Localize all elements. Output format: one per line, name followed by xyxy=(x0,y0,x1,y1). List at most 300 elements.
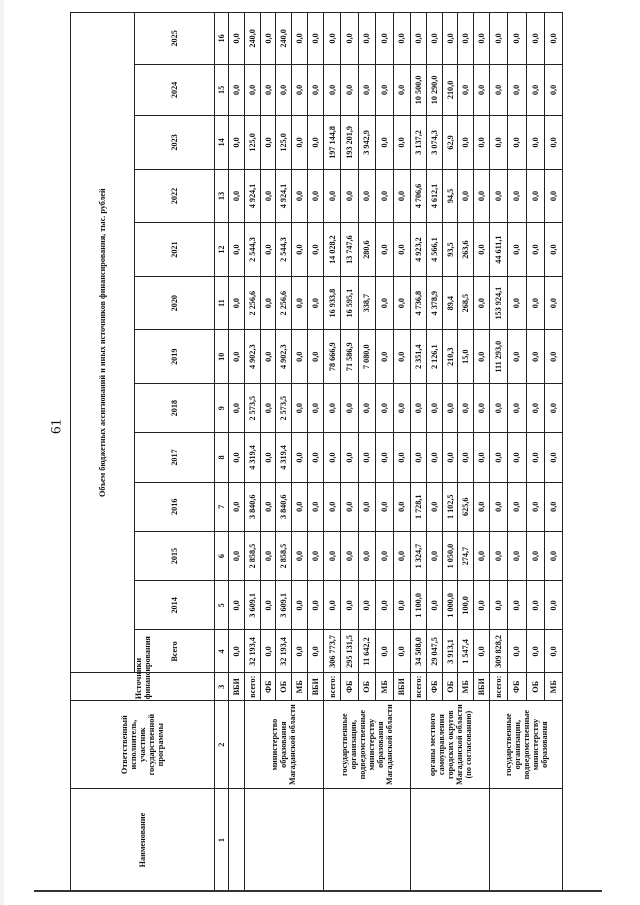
row-source: МБ xyxy=(292,673,308,701)
cell-year-value: 0,0 xyxy=(526,64,544,115)
cell-year-value: 0,0 xyxy=(490,482,508,531)
index-cell: 2 xyxy=(215,701,229,789)
header-year: 2019 xyxy=(135,330,215,384)
cell-year-value: 2 858,5 xyxy=(244,531,260,580)
cell-year-value: 3 609,1 xyxy=(276,581,292,630)
cell-total: 0,0 xyxy=(376,630,393,673)
row-name xyxy=(411,789,490,892)
budget-table xyxy=(70,12,563,892)
cell-year-value: 0,0 xyxy=(442,384,458,433)
cell-year-value: 0,0 xyxy=(490,581,508,630)
cell-year-value: 153 924,1 xyxy=(490,276,508,330)
page-number: 61 xyxy=(48,419,65,434)
cell-year-value: 78 666,9 xyxy=(323,330,340,384)
cell-year-value: 0,0 xyxy=(229,116,245,170)
cell-year-value: 0,0 xyxy=(393,433,410,482)
cell-year-value: 0,0 xyxy=(260,116,276,170)
row-source: всего: xyxy=(323,673,340,701)
index-cell: 4 xyxy=(215,630,229,673)
index-cell: 9 xyxy=(215,384,229,433)
row-source: всего: xyxy=(490,673,508,701)
row-source: МБ xyxy=(544,673,562,701)
index-cell: 8 xyxy=(215,433,229,482)
cell-year-value: 240,0 xyxy=(244,13,260,65)
cell-total: 0,0 xyxy=(508,630,526,673)
cell-year-value: 4 566,1 xyxy=(426,223,442,277)
cell-year-value: 0,0 xyxy=(508,169,526,223)
cell-year-value: 0,0 xyxy=(229,330,245,384)
row-source: ФБ xyxy=(426,673,442,701)
cell-year-value: 0,0 xyxy=(474,169,490,223)
cell-year-value: 71 586,9 xyxy=(341,330,358,384)
cell-year-value: 0,0 xyxy=(308,116,324,170)
row-source: ФБ xyxy=(508,673,526,701)
cell-year-value: 0,0 xyxy=(376,482,393,531)
header-source: Источники финансирования xyxy=(71,673,215,701)
row-executor: органы местного самоуправления городских округов Магаданской области (по согласованию) xyxy=(411,701,490,789)
cell-total: 11 642,2 xyxy=(358,630,375,673)
cell-year-value: 0,0 xyxy=(341,581,358,630)
cell-year-value: 2 256,6 xyxy=(276,276,292,330)
cell-year-value: 0,0 xyxy=(292,116,308,170)
cell-year-value: 0,0 xyxy=(358,13,375,65)
cell-year-value: 338,7 xyxy=(358,276,375,330)
cell-year-value: 3 840,6 xyxy=(276,482,292,531)
cell-year-value: 0,0 xyxy=(393,581,410,630)
cell-year-value: 0,0 xyxy=(376,433,393,482)
cell-year-value: 0,0 xyxy=(393,384,410,433)
index-cell: 16 xyxy=(215,13,229,65)
cell-year-value: 0,0 xyxy=(376,64,393,115)
cell-year-value: 4 736,8 xyxy=(411,276,427,330)
row-source: МБ xyxy=(376,673,393,701)
cell-year-value: 0,0 xyxy=(358,64,375,115)
cell-year-value: 100,0 xyxy=(458,581,474,630)
cell-year-value: 0,0 xyxy=(229,482,245,531)
cell-year-value: 0,0 xyxy=(474,116,490,170)
cell-year-value: 10 500,0 xyxy=(411,64,427,115)
header-year: 2017 xyxy=(135,433,215,482)
cell-year-value: 0,0 xyxy=(474,531,490,580)
cell-year-value: 0,0 xyxy=(323,531,340,580)
cell-year-value: 2 351,4 xyxy=(411,330,427,384)
cell-year-value: 0,0 xyxy=(292,276,308,330)
cell-year-value: 0,0 xyxy=(474,13,490,65)
table-body xyxy=(215,13,563,892)
cell-year-value: 0,0 xyxy=(474,581,490,630)
cell-year-value: 13 747,6 xyxy=(341,223,358,277)
cell-year-value: 0,0 xyxy=(376,330,393,384)
cell-year-value: 0,0 xyxy=(376,223,393,277)
cell-total: 0,0 xyxy=(474,630,490,673)
cell-year-value: 0,0 xyxy=(323,169,340,223)
cell-year-value: 0,0 xyxy=(260,581,276,630)
cell-year-value: 0,0 xyxy=(458,433,474,482)
cell-year-value: 0,0 xyxy=(292,330,308,384)
index-cell: 11 xyxy=(215,276,229,330)
row-source: ОБ xyxy=(358,673,375,701)
cell-year-value: 0,0 xyxy=(323,433,340,482)
index-cell: 13 xyxy=(215,169,229,223)
cell-year-value: 0,0 xyxy=(260,482,276,531)
cell-year-value: 0,0 xyxy=(458,169,474,223)
index-cell: 10 xyxy=(215,330,229,384)
cell-year-value: 0,0 xyxy=(474,64,490,115)
header-budget-title: Объем бюджетных ассигнований и иных источников финансирования, тыс. рублей xyxy=(71,13,135,673)
index-cell: 15 xyxy=(215,64,229,115)
cell-year-value: 193 201,9 xyxy=(341,116,358,170)
cell-year-value: 4 924,1 xyxy=(244,169,260,223)
cell-year-value: 0,0 xyxy=(393,330,410,384)
cell-year-value: 0,0 xyxy=(544,169,562,223)
table-row xyxy=(244,13,260,892)
cell-year-value: 0,0 xyxy=(376,169,393,223)
cell-year-value: 0,0 xyxy=(508,531,526,580)
cell-year-value: 0,0 xyxy=(490,116,508,170)
cell-year-value: 0,0 xyxy=(426,384,442,433)
cell-year-value: 0,0 xyxy=(260,330,276,384)
cell-year-value: 0,0 xyxy=(526,384,544,433)
cell-year-value: 3 942,9 xyxy=(358,116,375,170)
cell-year-value: 0,0 xyxy=(474,384,490,433)
header-total: Всего xyxy=(135,630,215,673)
cell-year-value: 0,0 xyxy=(376,581,393,630)
cell-year-value: 7 080,0 xyxy=(358,330,375,384)
cell-year-value: 4 923,2 xyxy=(411,223,427,277)
header-year: 2021 xyxy=(135,223,215,277)
cell-year-value: 0,0 xyxy=(229,581,245,630)
cell-year-value: 0,0 xyxy=(442,13,458,65)
cell-year-value: 0,0 xyxy=(358,581,375,630)
cell-year-value: 0,0 xyxy=(341,482,358,531)
cell-year-value: 89,4 xyxy=(442,276,458,330)
cell-year-value: 0,0 xyxy=(544,64,562,115)
index-cell: 3 xyxy=(215,673,229,701)
cell-year-value: 62,9 xyxy=(442,116,458,170)
cell-year-value: 0,0 xyxy=(458,64,474,115)
row-name xyxy=(323,789,410,892)
cell-year-value: 0,0 xyxy=(490,531,508,580)
cell-year-value: 0,0 xyxy=(358,482,375,531)
cell-total: 29 047,5 xyxy=(426,630,442,673)
cell-year-value: 0,0 xyxy=(393,169,410,223)
row-executor: государственные организации, подведомственные министерству образования Магаданской области xyxy=(323,701,410,789)
cell-year-value: 0,0 xyxy=(229,223,245,277)
cell-year-value: 0,0 xyxy=(526,433,544,482)
row-source: МБ xyxy=(458,673,474,701)
cell-year-value: 0,0 xyxy=(229,531,245,580)
cell-year-value: 44 611,1 xyxy=(490,223,508,277)
cell-year-value: 93,5 xyxy=(442,223,458,277)
cell-total: 306 773,7 xyxy=(323,630,340,673)
cell-year-value: 0,0 xyxy=(308,223,324,277)
row-source: всего: xyxy=(411,673,427,701)
header-year: 2024 xyxy=(135,64,215,115)
cell-year-value: 2 573,5 xyxy=(276,384,292,433)
cell-total: 309 828,2 xyxy=(490,630,508,673)
cell-year-value: 0,0 xyxy=(358,433,375,482)
cell-year-value: 0,0 xyxy=(458,116,474,170)
cell-year-value: 0,0 xyxy=(474,433,490,482)
table-row xyxy=(229,13,245,892)
cell-year-value: 0,0 xyxy=(508,223,526,277)
cell-year-value: 16 595,1 xyxy=(341,276,358,330)
cell-year-value: 0,0 xyxy=(508,433,526,482)
cell-year-value: 625,6 xyxy=(458,482,474,531)
cell-year-value: 125,0 xyxy=(276,116,292,170)
cell-year-value: 0,0 xyxy=(411,433,427,482)
cell-year-value: 263,6 xyxy=(458,223,474,277)
cell-year-value: 94,5 xyxy=(442,169,458,223)
cell-year-value: 1 000,0 xyxy=(442,581,458,630)
cell-year-value: 210,3 xyxy=(442,330,458,384)
cell-year-value: 0,0 xyxy=(508,64,526,115)
cell-year-value: 0,0 xyxy=(341,384,358,433)
header-year: 2015 xyxy=(135,531,215,580)
cell-total: 0,0 xyxy=(544,630,562,673)
cell-total: 0,0 xyxy=(393,630,410,673)
cell-year-value: 0,0 xyxy=(490,169,508,223)
row-name xyxy=(229,789,245,892)
cell-year-value: 0,0 xyxy=(474,482,490,531)
row-source: ОБ xyxy=(442,673,458,701)
cell-year-value: 0,0 xyxy=(526,581,544,630)
cell-year-value: 210,0 xyxy=(442,64,458,115)
cell-year-value: 0,0 xyxy=(393,482,410,531)
cell-year-value: 0,0 xyxy=(292,13,308,65)
cell-year-value: 111 293,0 xyxy=(490,330,508,384)
row-executor: государственные организации, подведомственные министерству образования xyxy=(490,701,563,789)
cell-total: 34 508,0 xyxy=(411,630,427,673)
cell-total: 0,0 xyxy=(229,630,245,673)
cell-year-value: 0,0 xyxy=(544,330,562,384)
cell-year-value: 125,0 xyxy=(244,116,260,170)
cell-year-value: 0,0 xyxy=(508,330,526,384)
cell-year-value: 240,0 xyxy=(276,13,292,65)
index-cell: 6 xyxy=(215,531,229,580)
cell-year-value: 0,0 xyxy=(526,116,544,170)
cell-year-value: 2 544,3 xyxy=(276,223,292,277)
cell-year-value: 0,0 xyxy=(508,384,526,433)
header-year: 2025 xyxy=(135,13,215,65)
cell-year-value: 3 840,6 xyxy=(244,482,260,531)
row-source: ФБ xyxy=(341,673,358,701)
scan-edge xyxy=(0,0,4,905)
cell-year-value: 4 612,1 xyxy=(426,169,442,223)
cell-year-value: 1 102,5 xyxy=(442,482,458,531)
cell-year-value: 0,0 xyxy=(544,531,562,580)
cell-year-value: 268,5 xyxy=(458,276,474,330)
cell-year-value: 0,0 xyxy=(376,384,393,433)
cell-year-value: 0,0 xyxy=(260,384,276,433)
cell-year-value: 0,0 xyxy=(411,13,427,65)
cell-year-value: 0,0 xyxy=(260,433,276,482)
cell-year-value: 0,0 xyxy=(508,13,526,65)
row-source: ВБИ xyxy=(393,673,410,701)
cell-year-value: 0,0 xyxy=(376,13,393,65)
cell-year-value: 0,0 xyxy=(260,276,276,330)
cell-year-value: 0,0 xyxy=(426,13,442,65)
cell-year-value: 0,0 xyxy=(292,433,308,482)
cell-year-value: 0,0 xyxy=(376,276,393,330)
cell-year-value: 0,0 xyxy=(308,581,324,630)
row-source: ФБ xyxy=(260,673,276,701)
cell-year-value: 0,0 xyxy=(292,64,308,115)
cell-year-value: 0,0 xyxy=(308,482,324,531)
cell-year-value: 0,0 xyxy=(490,433,508,482)
index-cell: 7 xyxy=(215,482,229,531)
cell-year-value: 0,0 xyxy=(292,581,308,630)
cell-year-value: 0,0 xyxy=(292,531,308,580)
cell-year-value: 0,0 xyxy=(426,531,442,580)
cell-year-value: 1 100,0 xyxy=(411,581,427,630)
cell-year-value: 0,0 xyxy=(323,482,340,531)
cell-year-value: 0,0 xyxy=(260,223,276,277)
cell-year-value: 0,0 xyxy=(341,169,358,223)
cell-total: 0,0 xyxy=(260,630,276,673)
cell-year-value: 0,0 xyxy=(341,433,358,482)
cell-total: 0,0 xyxy=(526,630,544,673)
cell-year-value: 0,0 xyxy=(308,433,324,482)
cell-year-value: 0,0 xyxy=(323,384,340,433)
cell-year-value: 0,0 xyxy=(411,384,427,433)
cell-year-value: 0,0 xyxy=(393,531,410,580)
row-name xyxy=(244,789,323,892)
cell-year-value: 15,0 xyxy=(458,330,474,384)
cell-total: 3 913,1 xyxy=(442,630,458,673)
cell-year-value: 0,0 xyxy=(508,482,526,531)
row-executor: министерство образования Магаданской области xyxy=(244,701,323,789)
cell-year-value: 0,0 xyxy=(376,531,393,580)
header-year: 2016 xyxy=(135,482,215,531)
cell-year-value: 3 609,1 xyxy=(244,581,260,630)
cell-year-value: 0,0 xyxy=(323,13,340,65)
cell-total: 32 193,4 xyxy=(276,630,292,673)
cell-year-value: 0,0 xyxy=(526,276,544,330)
cell-year-value: 0,0 xyxy=(358,384,375,433)
cell-year-value: 0,0 xyxy=(308,531,324,580)
cell-year-value: 0,0 xyxy=(544,276,562,330)
cell-year-value: 0,0 xyxy=(229,276,245,330)
cell-total: 1 547,4 xyxy=(458,630,474,673)
cell-year-value: 2 256,6 xyxy=(244,276,260,330)
cell-year-value: 0,0 xyxy=(474,330,490,384)
page-bottom-rule xyxy=(34,890,602,892)
index-cell: 5 xyxy=(215,581,229,630)
index-row xyxy=(215,13,229,892)
cell-year-value: 197 144,8 xyxy=(323,116,340,170)
cell-year-value: 0,0 xyxy=(260,169,276,223)
cell-year-value: 0,0 xyxy=(442,433,458,482)
index-cell: 14 xyxy=(215,116,229,170)
cell-year-value: 0,0 xyxy=(308,13,324,65)
cell-year-value: 0,0 xyxy=(376,116,393,170)
cell-year-value: 0,0 xyxy=(474,223,490,277)
cell-year-value: 0,0 xyxy=(393,116,410,170)
cell-year-value: 4 319,4 xyxy=(276,433,292,482)
cell-year-value: 0,0 xyxy=(244,64,260,115)
cell-year-value: 0,0 xyxy=(490,64,508,115)
row-source: ОБ xyxy=(276,673,292,701)
cell-year-value: 16 933,8 xyxy=(323,276,340,330)
cell-year-value: 0,0 xyxy=(490,13,508,65)
cell-year-value: 280,6 xyxy=(358,223,375,277)
cell-year-value: 4 902,3 xyxy=(276,330,292,384)
cell-year-value: 0,0 xyxy=(544,433,562,482)
cell-year-value: 2 126,1 xyxy=(426,330,442,384)
cell-year-value: 0,0 xyxy=(260,64,276,115)
cell-year-value: 0,0 xyxy=(341,531,358,580)
cell-year-value: 0,0 xyxy=(526,330,544,384)
header-year: 2022 xyxy=(135,169,215,223)
row-source: ОБ xyxy=(526,673,544,701)
cell-year-value: 0,0 xyxy=(341,64,358,115)
cell-year-value: 0,0 xyxy=(544,384,562,433)
cell-year-value: 0,0 xyxy=(292,169,308,223)
cell-year-value: 0,0 xyxy=(358,169,375,223)
header-year: 2018 xyxy=(135,384,215,433)
index-cell: 12 xyxy=(215,223,229,277)
cell-year-value: 0,0 xyxy=(474,276,490,330)
cell-year-value: 0,0 xyxy=(490,384,508,433)
cell-year-value: 0,0 xyxy=(526,531,544,580)
cell-year-value: 14 028,2 xyxy=(323,223,340,277)
cell-year-value: 0,0 xyxy=(393,13,410,65)
cell-year-value: 0,0 xyxy=(308,330,324,384)
cell-year-value: 0,0 xyxy=(308,384,324,433)
cell-year-value: 2 858,5 xyxy=(276,531,292,580)
cell-year-value: 0,0 xyxy=(260,13,276,65)
table-row xyxy=(490,13,508,892)
cell-year-value: 0,0 xyxy=(229,384,245,433)
cell-year-value: 0,0 xyxy=(526,482,544,531)
cell-year-value: 0,0 xyxy=(308,169,324,223)
cell-total: 0,0 xyxy=(308,630,324,673)
row-source: ВБИ xyxy=(229,673,245,701)
cell-total: 32 193,4 xyxy=(244,630,260,673)
cell-year-value: 0,0 xyxy=(426,482,442,531)
row-name xyxy=(490,789,563,892)
header-year: 2020 xyxy=(135,276,215,330)
cell-year-value: 1 050,0 xyxy=(442,531,458,580)
rotated-table-container xyxy=(70,12,563,892)
cell-year-value: 0,0 xyxy=(526,169,544,223)
header-year: 2023 xyxy=(135,116,215,170)
header-year: 2014 xyxy=(135,581,215,630)
row-source: ВБИ xyxy=(474,673,490,701)
cell-year-value: 0,0 xyxy=(393,223,410,277)
cell-year-value: 0,0 xyxy=(526,223,544,277)
cell-year-value: 0,0 xyxy=(544,13,562,65)
cell-year-value: 0,0 xyxy=(341,13,358,65)
cell-year-value: 0,0 xyxy=(292,384,308,433)
cell-year-value: 0,0 xyxy=(508,276,526,330)
cell-year-value: 0,0 xyxy=(508,116,526,170)
cell-year-value: 0,0 xyxy=(508,581,526,630)
cell-year-value: 3 074,3 xyxy=(426,116,442,170)
cell-year-value: 0,0 xyxy=(544,482,562,531)
cell-year-value: 4 924,1 xyxy=(276,169,292,223)
cell-year-value: 0,0 xyxy=(260,531,276,580)
row-source: всего: xyxy=(244,673,260,701)
cell-year-value: 0,0 xyxy=(426,433,442,482)
header-name: Наименование xyxy=(71,789,215,892)
cell-year-value: 0,0 xyxy=(229,64,245,115)
index-cell: 1 xyxy=(215,789,229,892)
cell-year-value: 4 706,6 xyxy=(411,169,427,223)
cell-year-value: 4 319,4 xyxy=(244,433,260,482)
cell-year-value: 1 728,1 xyxy=(411,482,427,531)
